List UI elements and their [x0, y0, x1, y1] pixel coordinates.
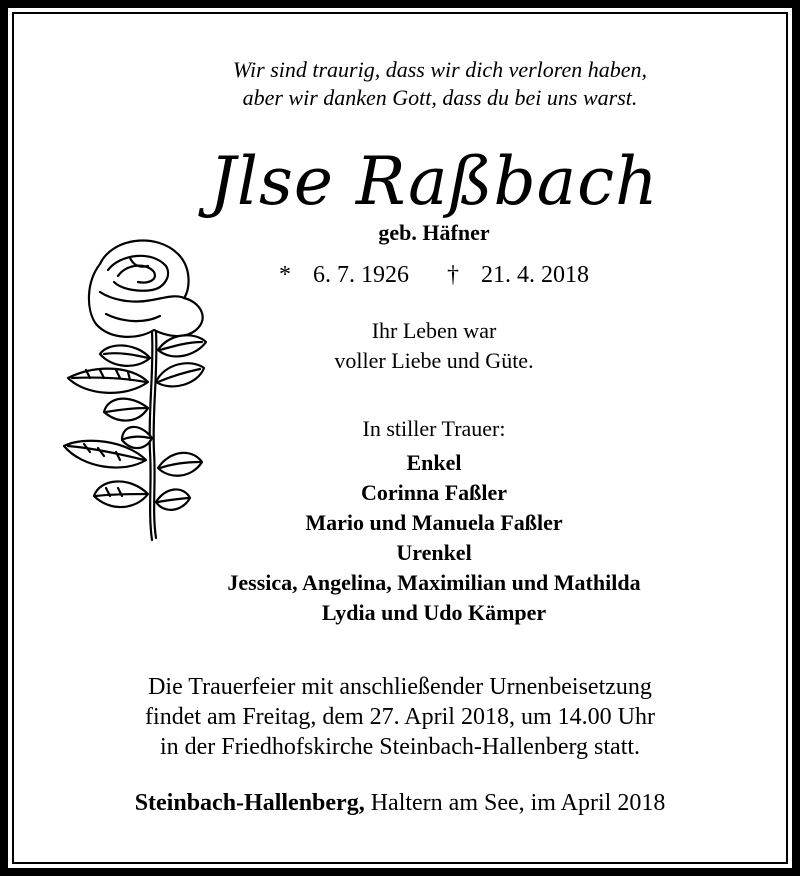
ceremony-line-2: findet am Freitag, dem 27. April 2018, um 14.00 Uhr — [145, 704, 655, 730]
mourner-line: Urenkel — [396, 540, 472, 565]
mourner-line: Lydia und Udo Kämper — [321, 600, 547, 625]
mourner-line: Jessica, Angelina, Maximilian und Mathilda — [227, 570, 641, 595]
ceremony-line-3: in der Friedhofskirche Steinbach-Hallenberg statt. — [159, 734, 641, 760]
birth-symbol: * — [279, 262, 291, 288]
footer-place: Steinbach-Hallenberg, — [134, 790, 365, 816]
birth-date: 6. 7. 1926 — [313, 262, 409, 288]
mourner-line: Enkel — [406, 450, 462, 475]
rose-icon — [60, 232, 210, 544]
ceremony-text — [0, 672, 800, 762]
mourner-line: Corinna Faßler — [360, 480, 508, 505]
mourner-line: Mario und Manuela Faßler — [305, 510, 563, 535]
footer-line — [0, 788, 800, 818]
death-symbol: † — [447, 262, 459, 288]
life-line-2: voller Liebe und Güte. — [334, 348, 534, 373]
footer-rest: Haltern am See, im April 2018 — [364, 790, 666, 816]
mourning-label: In stiller Trauer: — [362, 416, 506, 441]
ceremony-line-1: Die Trauerfeier mit anschließender Urnenbeisetzung — [148, 674, 652, 700]
life-line-1: Ihr Leben war — [371, 318, 497, 343]
birth-name: geb. Häfner — [378, 220, 490, 245]
verse-line-1: Wir sind traurig, dass wir dich verloren haben, — [232, 57, 648, 82]
verse — [40, 56, 800, 112]
deceased-name: Jlse Raßbach — [209, 143, 659, 220]
death-date: 21. 4. 2018 — [481, 262, 589, 288]
verse-line-2: aber wir danken Gott, dass du bei uns warst. — [242, 85, 638, 110]
